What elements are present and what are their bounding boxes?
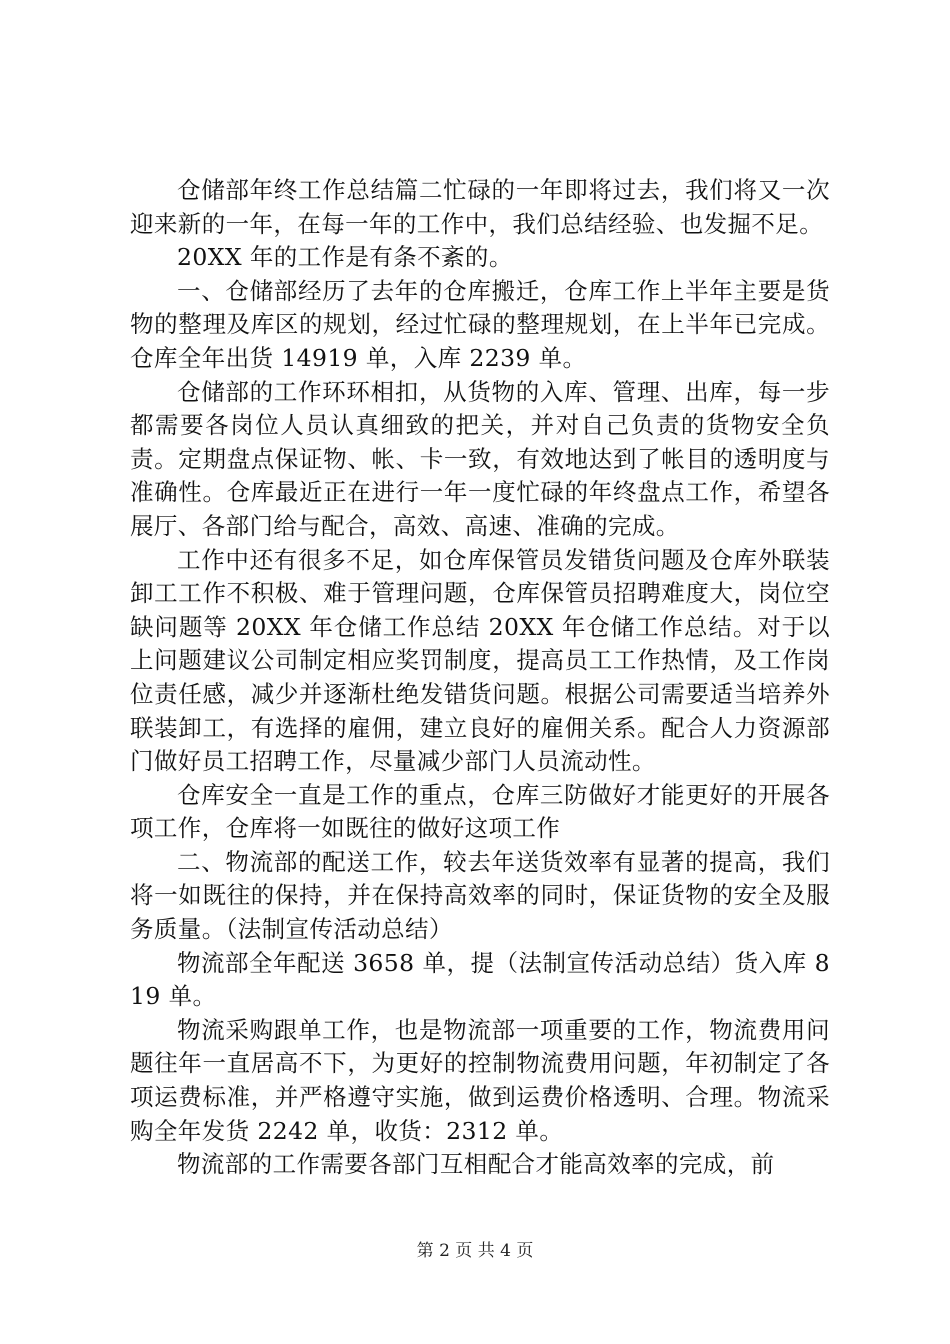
paragraph-8: 物流部全年配送 3658 单，提（法制宣传活动总结）货入库 819 单。: [130, 948, 830, 1011]
paragraph-4: 仓储部的工作环环相扣，从货物的入库、管理、出库，每一步都需要各岗位人员认真细致的把关，并对自己负责的货物安全负责。定期盘点保证物、帐、卡一致，有效地达到了帐目的透明度与准确性。仓库最近正在进行一年一度忙碌的年终盘点工作，希望各展厅、各部门给与配合，高效、高速、准确的完成。: [130, 377, 830, 540]
paragraph-10: 物流部的工作需要各部门互相配合才能高效率的完成，前: [177, 1150, 775, 1179]
paragraph-1: 仓储部年终工作总结篇二忙碌的一年即将过去，我们将又一次迎来新的一年，在每一年的工作中，我们总结经验、也发掘不足。: [130, 176, 830, 238]
paragraph-5: 工作中还有很多不足，如仓库保管员发错货问题及仓库外联装卸工工作不积极、难于管理问题，仓库保管员招聘难度大，岗位空缺问题等 20XX 年仓储工作总结 20XX 年仓储工作总结。对于以上问题建议公司制定相应奖罚制度，提高员工工作热情，及工作岗位责任感，减少并逐渐杜绝发错货问题。根据公司需要适当培养外联装卸工，有选择的雇佣，建立良好的雇佣关系。配合人力资源部门做好员工招聘工作，尽量减少部门人员流动性。: [130, 545, 830, 776]
paragraph-7: 二、物流部的配送工作，较去年送货效率有显著的提高，我们将一如既往的保持，并在保持高效率的同时，保证货物的安全及服务质量。（法制宣传活动总结）: [130, 847, 830, 944]
paragraph-2: 20XX 年的工作是有条不紊的。: [177, 243, 513, 272]
paragraph-9: 物流采购跟单工作，也是物流部一项重要的工作，物流费用问题往年一直居高不下，为更好的控制物流费用问题，年初制定了各项运费标准，并严格遵守实施，做到运费价格透明、合理。物流采购全年发货 2242 单，收货：2312 单。: [130, 1015, 830, 1145]
document-body: [130, 174, 830, 1182]
paragraph-3: 一、仓储部经历了去年的仓库搬迁，仓库工作上半年主要是货物的整理及库区的规划，经过忙碌的整理规划，在上半年已完成。仓库全年出货 14919 单，入库 2239 单。: [130, 276, 830, 372]
page-footer: 第 2 页 共 4 页: [416, 1241, 534, 1261]
paragraph-6: 仓库安全一直是工作的重点，仓库三防做好才能更好的开展各项工作，仓库将一如既往的做好这项工作: [130, 780, 830, 843]
